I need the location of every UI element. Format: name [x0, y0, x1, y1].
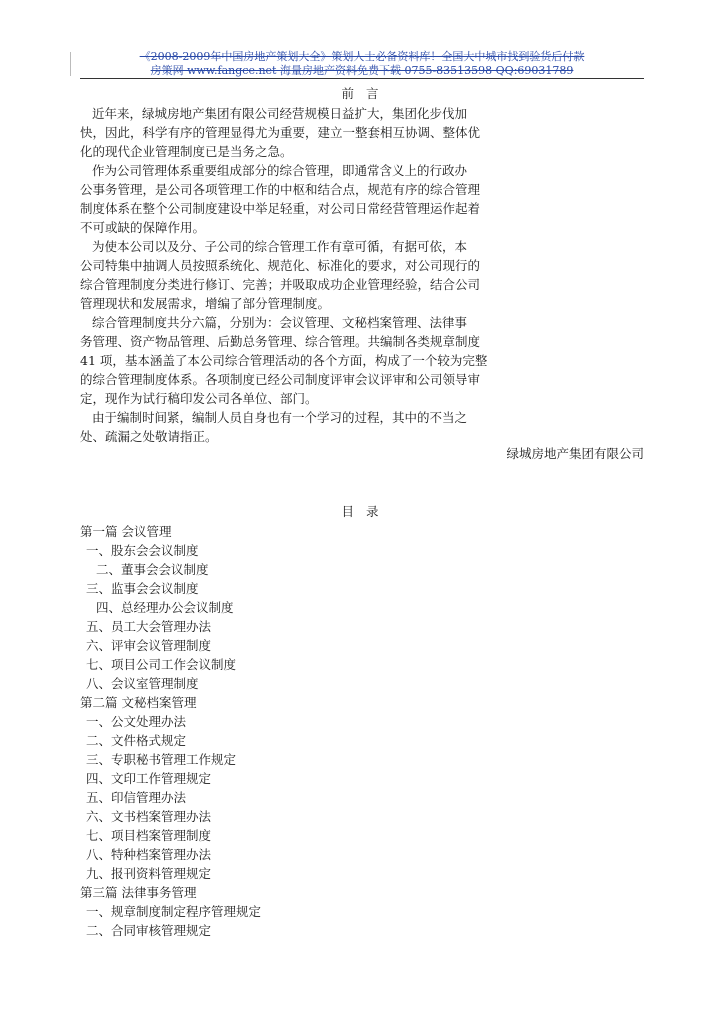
preface-line: 作为公司管理体系重要组成部分的综合管理，即通常含义上的行政办 — [92, 163, 468, 178]
toc-entry[interactable]: 五、员工大会管理办法 — [86, 619, 212, 634]
toc-entry[interactable]: 一、规章制度制定程序管理规定 — [86, 904, 262, 919]
preface-signature: 绿城房地产集团有限公司 — [506, 446, 644, 461]
toc-entry[interactable]: 五、印信管理办法 — [86, 790, 187, 805]
toc-entry[interactable]: 一、公文处理办法 — [86, 714, 187, 729]
toc-title: 目 录 — [341, 504, 383, 519]
toc-entry[interactable]: 六、文书档案管理办法 — [86, 809, 212, 824]
toc-entry[interactable]: 二、文件格式规定 — [86, 733, 187, 748]
toc-entry[interactable]: 八、会议室管理制度 — [86, 676, 199, 691]
preface-line: 制度体系在整个公司制度建设中举足轻重，对公司日常经营管理运作起着 — [80, 201, 481, 216]
preface-line: 化的现代企业管理制度已是当务之急。 — [80, 144, 293, 159]
preface-line: 由于编制时间紧，编制人员自身也有一个学习的过程，其中的不当之 — [92, 410, 468, 425]
preface-line: 公事务管理，是公司各项管理工作的中枢和结合点，规范有序的综合管理 — [80, 182, 481, 197]
preface-line: 处、疏漏之处敬请指正。 — [80, 429, 218, 444]
toc-entry[interactable]: 一、股东会会议制度 — [86, 543, 199, 558]
preface-title: 前 言 — [341, 86, 383, 101]
table-of-contents — [80, 522, 500, 940]
toc-entry[interactable]: 八、特种档案管理办法 — [86, 847, 212, 862]
preface-line: 快，因此，科学有序的管理显得尤为重要，建立一整套相互协调、整体优 — [80, 125, 481, 140]
toc-entry[interactable]: 二、董事会会议制度 — [96, 562, 209, 577]
preface-body — [80, 104, 500, 446]
preface-line: 为使本公司以及分、子公司的综合管理工作有章可循，有据可依，本 — [92, 239, 468, 254]
toc-part[interactable]: 第三篇 法律事务管理 — [80, 885, 197, 900]
toc-entry[interactable]: 三、专职秘书管理工作规定 — [86, 752, 237, 767]
toc-entry[interactable]: 三、监事会会议制度 — [86, 581, 199, 596]
toc-entry[interactable]: 四、总经理办公会议制度 — [96, 600, 234, 615]
preface-line: 的综合管理制度体系。各项制度已经公司制度评审会议评审和公司领导审 — [80, 372, 481, 387]
preface-line: 定，现作为试行稿印发公司各单位、部门。 — [80, 391, 318, 406]
preface-line: 不可或缺的保障作用。 — [80, 220, 206, 235]
margin-mark — [70, 52, 71, 76]
preface-line: 近年来，绿城房地产集团有限公司经营规模日益扩大，集团化步伐加 — [92, 106, 468, 121]
preface-line: 管理现状和发展需求，增编了部分管理制度。 — [80, 296, 331, 311]
header-divider — [80, 78, 644, 79]
toc-entry[interactable]: 六、评审会议管理制度 — [86, 638, 212, 653]
header-site-link[interactable]: 房策网 www.fangce.net 海量房地产资料免费下载 0755-83513598 QQ:69031789 — [150, 64, 574, 77]
preface-line: 综合管理制度共分六篇，分别为：会议管理、文秘档案管理、法律事 — [92, 315, 468, 330]
toc-entry[interactable]: 七、项目公司工作会议制度 — [86, 657, 237, 672]
preface-line: 41 项，基本涵盖了本公司综合管理活动的各个方面，构成了一个较为完整 — [80, 353, 488, 368]
toc-entry[interactable]: 二、合同审核管理规定 — [86, 923, 212, 938]
preface-line: 公司特集中抽调人员按照系统化、规范化、标准化的要求，对公司现行的 — [80, 258, 481, 273]
toc-entry[interactable]: 七、项目档案管理制度 — [86, 828, 212, 843]
page-header — [72, 50, 652, 78]
toc-entry[interactable]: 九、报刊资料管理规定 — [86, 866, 212, 881]
toc-part[interactable]: 第一篇 会议管理 — [80, 524, 172, 539]
toc-part[interactable]: 第二篇 文秘档案管理 — [80, 695, 197, 710]
toc-entry[interactable]: 四、文印工作管理规定 — [86, 771, 212, 786]
preface-line: 综合管理制度分类进行修订、完善；并吸取成功企业管理经验，结合公司 — [80, 277, 481, 292]
preface-line: 务管理、资产物品管理、后勤总务管理、综合管理。共编制各类规章制度 — [80, 334, 481, 349]
header-promo-link[interactable]: 《2008-2009年中国房地产策划大全》策划人士必备资料库！全国大中城市找到验货后付款 — [139, 50, 585, 63]
